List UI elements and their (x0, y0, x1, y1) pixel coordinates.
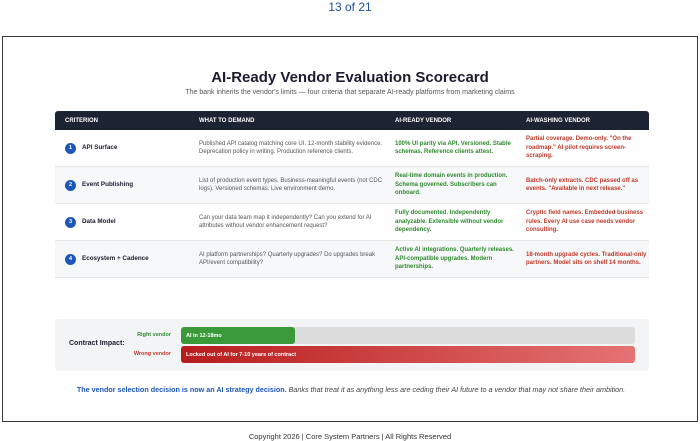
ai-ready-cell: Fully documented. Independently analyzable. Extensible without vendor dependency. (395, 210, 504, 234)
criterion-number-badge: 4 (65, 254, 76, 265)
ai-ready-cell: Active AI integrations. Quarterly releases. API-compatible upgrades. Modern partnerships. (395, 247, 514, 271)
conclusion-rest: Banks that treat it as anything less are ceding their AI future to a vendor that may not share their ambition. (288, 385, 626, 394)
ai-ready-cell: Real-time domain events in production. Schema governed. Subscribers can onboard. (395, 173, 508, 197)
demand-cell: List of production event types. Business-meaningful events (not CDC logs). Versioned schemas. Live environment demo. (199, 177, 383, 192)
criterion-number-badge: 3 (65, 217, 76, 228)
header-criterion: CRITERION (65, 117, 98, 124)
criterion-cell (55, 180, 193, 191)
criterion-label: Event Publishing (82, 180, 134, 188)
slide (2, 36, 698, 422)
wrong-vendor-label: Wrong vendor (133, 351, 171, 357)
ai-ready-cell: 100% UI parity via API. Versioned. Stable schemas. Reference clients attest. (395, 140, 511, 155)
scorecard-table (55, 111, 649, 278)
right-vendor-track (181, 327, 635, 344)
slide-subtitle: The bank inherits the vendor's limits — four criteria that separate AI-ready platforms from marketing claims (185, 89, 515, 96)
table-header (55, 111, 649, 130)
demand-cell: Published API catalog matching core UI. 12-month stability evidence. Deprecation policy in writing. Production reference clients. (199, 140, 383, 155)
right-vendor-bar: AI in 12-18mo (181, 327, 295, 344)
criterion-number-badge: 2 (65, 180, 76, 191)
criterion-cell (55, 217, 193, 228)
ai-washing-cell: Cryptic field names. Embedded business rules. Every AI use case needs vendor consulting. (526, 210, 644, 234)
criterion-label: Data Model (82, 217, 116, 225)
criterion-cell (55, 143, 193, 154)
slide-title: AI-Ready Vendor Evaluation Scorecard (211, 69, 489, 86)
right-vendor-label: Right vendor (137, 332, 171, 338)
demand-cell: AI platform partnerships? Quarterly upgrades? Do upgrades break API/event compatibility? (199, 251, 376, 266)
page-counter: 13 of 21 (328, 0, 372, 14)
criterion-label: API Surface (82, 143, 118, 151)
table-row (55, 204, 649, 241)
criterion-cell (55, 254, 193, 265)
wrong-vendor-bar: Locked out of AI for 7-10 years of contract (181, 346, 635, 363)
conclusion-lead: The vendor selection decision is now an AI strategy decision. (76, 385, 287, 394)
header-ai-ready-vendor: AI-READY VENDOR (395, 117, 452, 124)
header-ai-washing-vendor: AI-WASHING VENDOR (526, 117, 591, 124)
ai-washing-cell: Partial coverage. Demo-only. "On the roadmap." AI pilot requires screen-scraping. (526, 136, 632, 160)
criterion-label: Ecosystem + Cadence (82, 254, 149, 262)
table-row (55, 241, 649, 278)
criterion-number-badge: 1 (65, 143, 76, 154)
contract-impact-panel (55, 319, 649, 371)
footer-copyright: Copyright 2026 | Core System Partners | All Rights Reserved (248, 433, 452, 441)
contract-impact-label: Contract Impact: (69, 340, 125, 347)
ai-washing-cell: 18-month upgrade cycles. Traditional-only partners. Model sits on shelf 14 months. (526, 251, 647, 266)
demand-cell: Can your data team map it independently? Can you extend for AI attributes without vendor enhancement request? (199, 214, 372, 229)
table-row (55, 167, 649, 204)
ai-washing-cell: Batch-only extracts. CDC passed off as events. "Available in next release." (526, 177, 639, 192)
conclusion-text (63, 383, 639, 396)
table-row (55, 130, 649, 167)
header-what-to-demand: WHAT TO DEMAND (199, 117, 255, 124)
